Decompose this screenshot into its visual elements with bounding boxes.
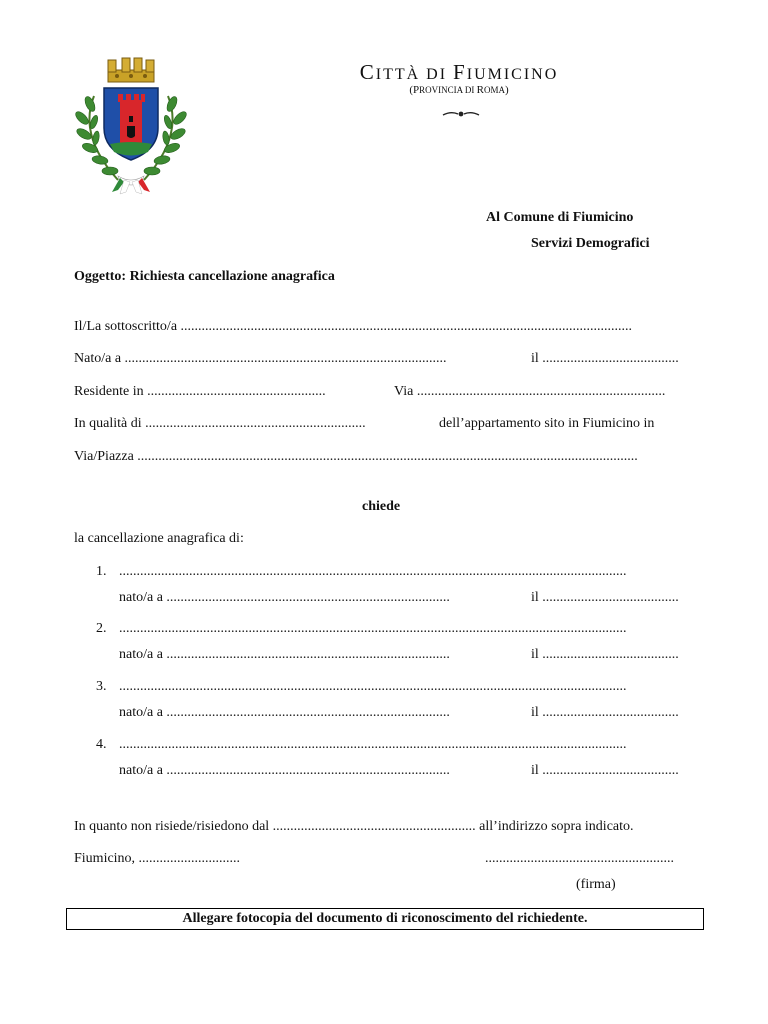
recipient-line-2: Servizi Demografici	[531, 236, 650, 251]
person-number: 1.	[96, 564, 107, 579]
page-title: CITTÀ DI FIUMICINO	[359, 60, 559, 84]
person-name-field[interactable]: .................................................................................................................................................	[119, 737, 627, 752]
recipient-line-1: Al Comune di Fiumicino	[486, 210, 634, 225]
birthdate-field[interactable]: il .......................................	[531, 351, 679, 366]
ornament-divider-icon	[441, 108, 481, 120]
since-field[interactable]: In quanto non risiede/risiedono dal .......................................................... all’indirizzo sopra indicato.	[74, 819, 634, 834]
page-subtitle: (PROVINCIA DI ROMA)	[409, 84, 509, 96]
capacity-field[interactable]: In qualità di ...............................................................	[74, 416, 366, 431]
birthplace-field[interactable]: Nato/a a ............................................................................................	[74, 351, 447, 366]
via-piazza-field[interactable]: Via/Piazza ...............................................................................................................................................	[74, 449, 638, 464]
person-name-field[interactable]: .................................................................................................................................................	[119, 621, 627, 636]
street-field[interactable]: Via .......................................................................	[394, 384, 666, 399]
person-birthplace-field[interactable]: nato/a a .................................................................................	[119, 647, 450, 662]
place-date-field[interactable]: Fiumicino, .............................	[74, 851, 241, 866]
request-verb: chiede	[362, 499, 401, 514]
person-birthdate-field[interactable]: il .......................................	[531, 647, 679, 662]
person-number: 3.	[96, 679, 107, 694]
apartment-text: dell’appartamento sito in Fiumicino in	[439, 416, 655, 431]
attachment-note: Allegare fotocopia del documento di riconoscimento del richiedente.	[66, 908, 704, 930]
signature-label: (firma)	[576, 877, 616, 892]
residence-field[interactable]: Residente in ...................................................	[74, 384, 326, 399]
signature-field[interactable]: ......................................................	[485, 851, 674, 866]
person-birthdate-field[interactable]: il .......................................	[531, 763, 679, 778]
subject-line: Oggetto: Richiesta cancellazione anagrafica	[74, 269, 335, 284]
undersigned-field[interactable]: Il/La sottoscritto/a .................................................................................................................................	[74, 319, 633, 334]
tower-icon	[118, 94, 145, 148]
request-intro: la cancellazione anagrafica di:	[74, 531, 244, 546]
person-birthplace-field[interactable]: nato/a a .................................................................................	[119, 590, 450, 605]
person-name-field[interactable]: .................................................................................................................................................	[119, 564, 627, 579]
person-birthdate-field[interactable]: il .......................................	[531, 590, 679, 605]
person-birthplace-field[interactable]: nato/a a .................................................................................	[119, 705, 450, 720]
person-name-field[interactable]: .................................................................................................................................................	[119, 679, 627, 694]
person-number: 4.	[96, 737, 107, 752]
person-number: 2.	[96, 621, 107, 636]
person-birthplace-field[interactable]: nato/a a .................................................................................	[119, 763, 450, 778]
person-birthdate-field[interactable]: il .......................................	[531, 705, 679, 720]
